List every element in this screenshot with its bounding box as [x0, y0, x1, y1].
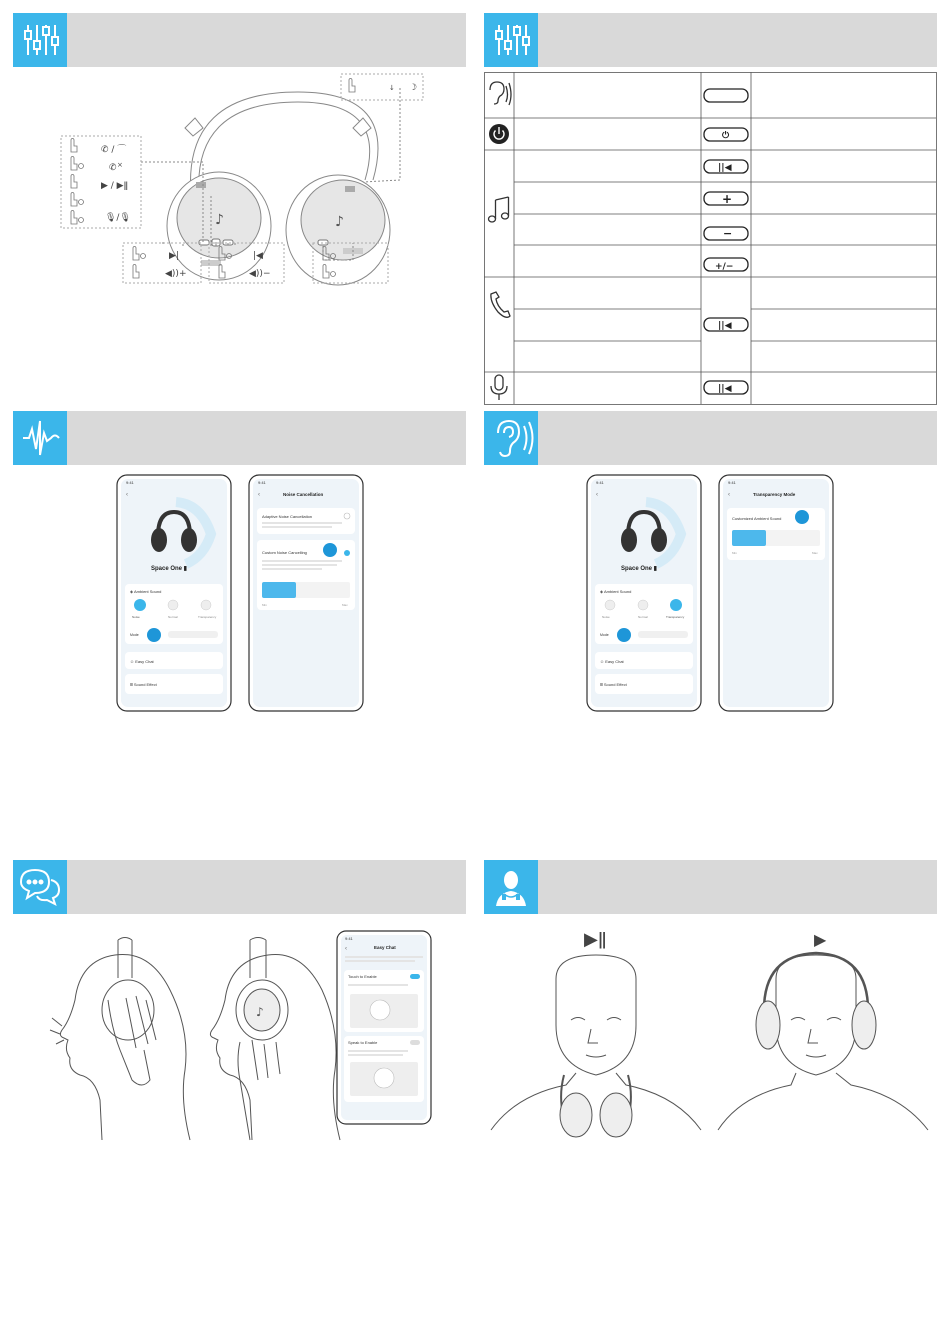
- svg-text:Customized Ambient Sound: Customized Ambient Sound: [732, 516, 782, 521]
- svg-text:Ⅲ Sound Effect: Ⅲ Sound Effect: [130, 682, 157, 687]
- equalizer-icon: [484, 13, 538, 67]
- phone-icon: [491, 292, 510, 317]
- svg-text:Adaptive Noise Cancellation: Adaptive Noise Cancellation: [262, 514, 313, 519]
- svg-text:‹: ‹: [258, 492, 260, 498]
- svg-text:Speak to Enable: Speak to Enable: [348, 1040, 378, 1045]
- chat-bubbles-icon: [13, 860, 67, 914]
- power-icon: [489, 124, 509, 144]
- easy-chat-illustration: [40, 930, 340, 1150]
- svg-text:+/−: +/−: [715, 262, 734, 272]
- svg-text:||◀: ||◀: [718, 384, 732, 394]
- svg-text:◈ Ambient Sound: ◈ Ambient Sound: [130, 589, 162, 594]
- svg-text:♪: ♪: [256, 1005, 264, 1019]
- section-banner-wear-detection: [484, 860, 937, 914]
- svg-text:✆ / ⌒: ✆ / ⌒: [101, 145, 127, 155]
- svg-text:Transparency Mode: Transparency Mode: [753, 492, 796, 497]
- ear-icon: [484, 411, 538, 465]
- app-noise-cancellation-screen: [248, 474, 364, 714]
- svg-text:Noise: Noise: [602, 615, 610, 619]
- section-banner-transparency: [484, 411, 937, 465]
- svg-text:Noise: Noise: [132, 615, 140, 619]
- app-home-screen-nc: [116, 474, 232, 714]
- svg-text:Max: Max: [342, 603, 348, 607]
- svg-text:Transparency: Transparency: [666, 615, 685, 619]
- app-easy-chat-screen: [336, 930, 432, 1126]
- svg-text:Easy Chat: Easy Chat: [374, 945, 396, 950]
- svg-text:‹: ‹: [728, 492, 730, 498]
- svg-text:Ⅲ Sound Effect: Ⅲ Sound Effect: [600, 682, 627, 687]
- svg-text:Max: Max: [812, 551, 818, 555]
- svg-text:‹: ‹: [596, 492, 598, 498]
- svg-text:◀))+: ◀))+: [165, 269, 187, 279]
- svg-text:◈ Ambient Sound: ◈ Ambient Sound: [600, 589, 632, 594]
- svg-text:◀))−: ◀))−: [249, 269, 271, 279]
- section-banner-controls: [13, 13, 466, 67]
- svg-text:Mode: Mode: [130, 633, 139, 637]
- play-pause-icon: ▶ǁ: [584, 929, 607, 950]
- svg-text:☽: ☽: [409, 83, 418, 93]
- soundwave-icon: [13, 411, 67, 465]
- svg-text:☺ Easy Chat: ☺ Easy Chat: [600, 659, 624, 664]
- headphone-controls-diagram: [13, 70, 466, 400]
- svg-text:Min: Min: [262, 603, 267, 607]
- svg-text:♪: ♪: [215, 212, 224, 228]
- svg-text:Mode: Mode: [600, 633, 609, 637]
- svg-text:☺ Easy Chat: ☺ Easy Chat: [130, 659, 154, 664]
- svg-text:‹: ‹: [126, 492, 128, 498]
- ear-icon: [490, 82, 511, 105]
- app-transparency-mode-screen: [718, 474, 834, 714]
- svg-text:Transparency: Transparency: [198, 615, 217, 619]
- device-name: Space One ▮: [151, 566, 187, 572]
- status-time: 9:41: [126, 480, 134, 485]
- svg-text:↓: ↓: [389, 84, 395, 92]
- section-banner-easy-chat: [13, 860, 466, 914]
- svg-text:♪: ♪: [335, 214, 344, 230]
- wear-detection-illustration: [486, 925, 936, 1155]
- svg-text:🎙/🎙: 🎙/🎙: [105, 213, 131, 223]
- svg-text:+: +: [722, 192, 733, 206]
- equalizer-icon: [13, 13, 67, 67]
- svg-text:Custom Noise Cancelling: Custom Noise Cancelling: [262, 550, 307, 555]
- svg-text:||◀: ||◀: [718, 321, 732, 331]
- svg-text:⏻: ⏻: [722, 131, 730, 141]
- section-banner-noise-cancellation: [13, 411, 466, 465]
- svg-text:×: ×: [117, 161, 123, 169]
- svg-text:||◀: ||◀: [718, 163, 732, 173]
- svg-text:9:41: 9:41: [258, 480, 266, 485]
- touch-panel-icon: [704, 89, 748, 102]
- person-headphones-icon: [484, 860, 538, 914]
- svg-text:9:41: 9:41: [728, 480, 736, 485]
- svg-text:✆: ✆: [109, 163, 117, 173]
- svg-text:Normal: Normal: [638, 615, 648, 619]
- music-icon: [489, 197, 509, 222]
- svg-text:▶ / ▶ǁ: ▶ / ▶ǁ: [101, 181, 129, 191]
- button-function-table: [484, 72, 937, 406]
- svg-text:−: −: [723, 227, 733, 240]
- svg-text:Min: Min: [732, 551, 737, 555]
- nc-title: Noise Cancellation: [283, 492, 324, 497]
- svg-text:‹: ‹: [345, 946, 347, 952]
- svg-text:Normal: Normal: [168, 615, 178, 619]
- section-banner-button-table: [484, 13, 937, 67]
- play-icon: ▶: [814, 930, 827, 949]
- svg-text:9:41: 9:41: [345, 936, 353, 941]
- svg-text:9:41: 9:41: [596, 480, 604, 485]
- mic-icon: [491, 375, 507, 400]
- svg-text:▶|: ▶|: [169, 251, 179, 261]
- svg-text:Touch to Enable: Touch to Enable: [348, 974, 377, 979]
- svg-text:Space One ▮: Space One ▮: [621, 566, 657, 572]
- svg-text:|◀: |◀: [253, 251, 263, 261]
- app-home-screen-transparency: [586, 474, 702, 714]
